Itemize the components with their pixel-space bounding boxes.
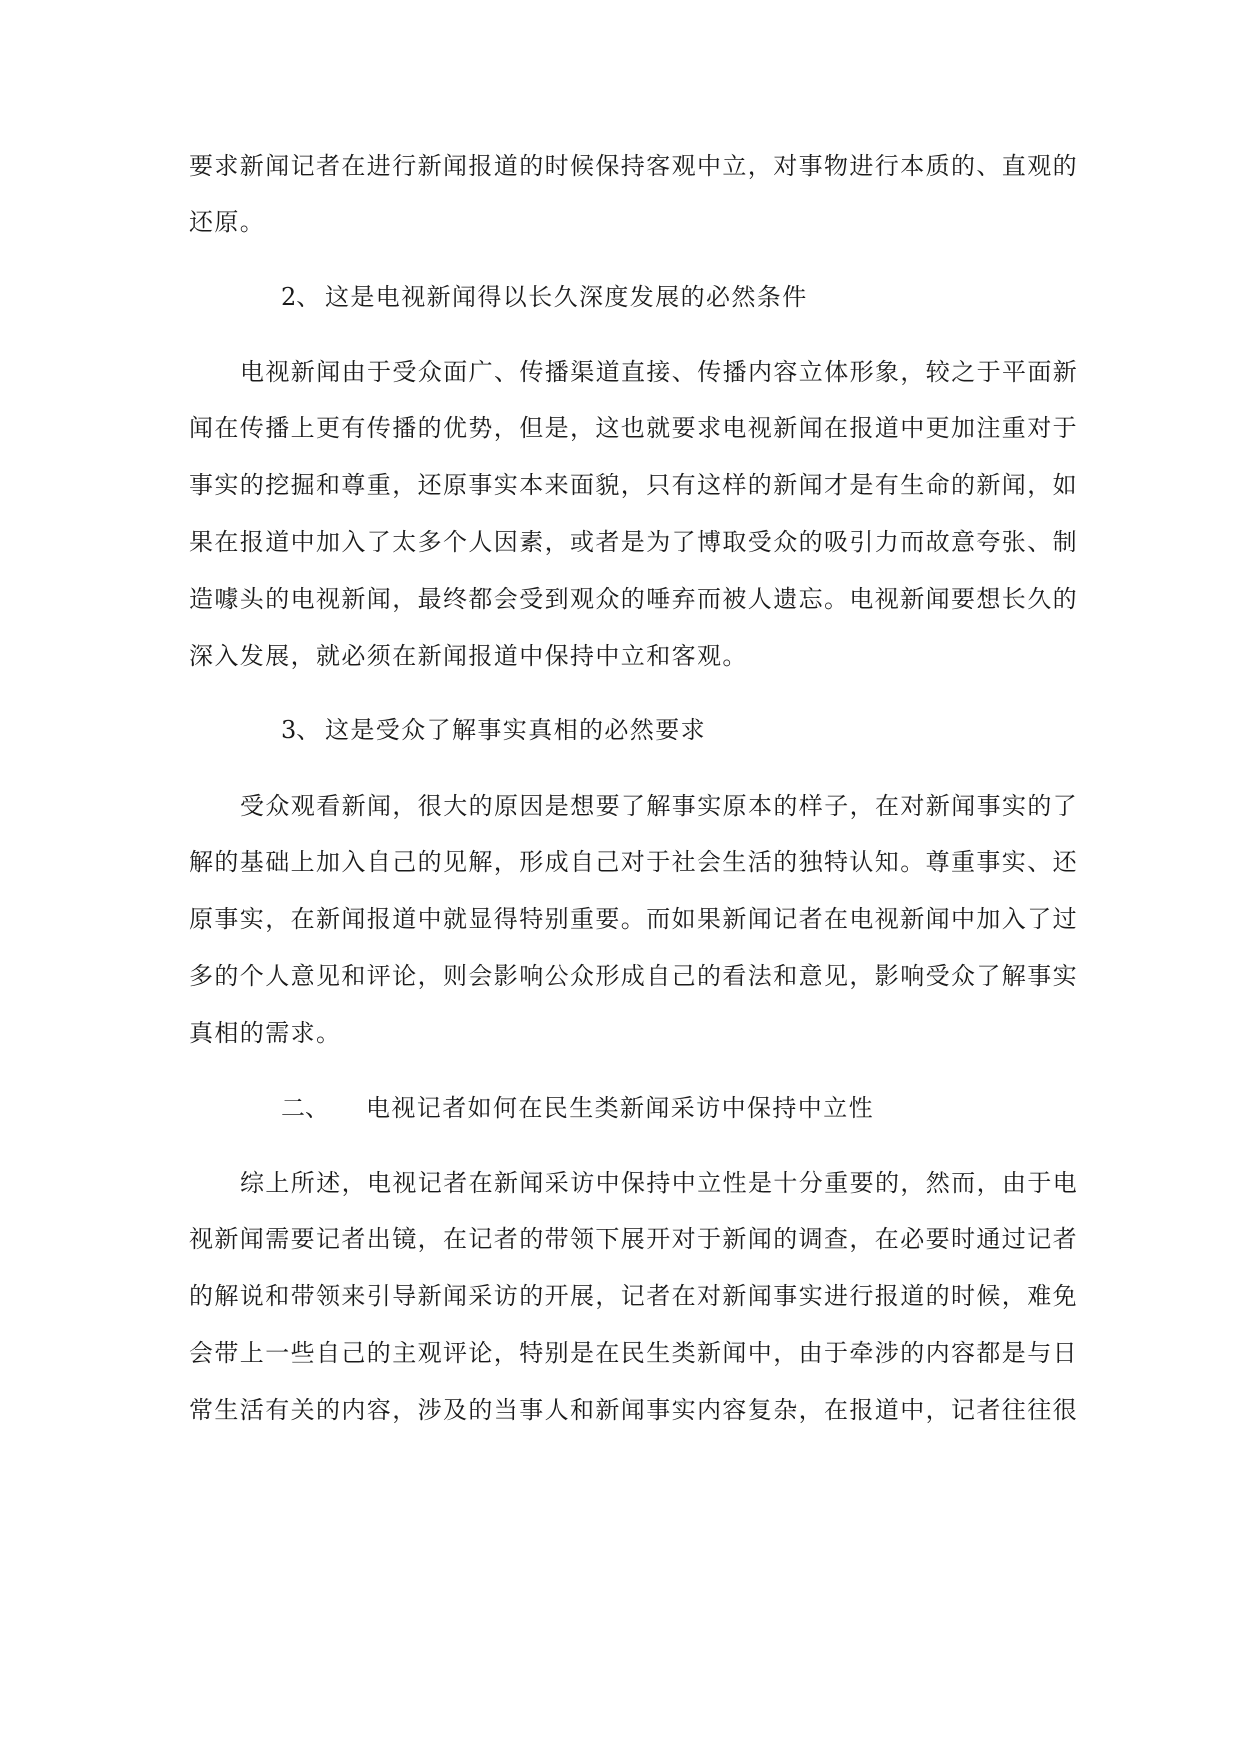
paragraph-line: 多的个人意见和评论，则会影响公众形成自己的看法和意见，影响受众了解事实 <box>189 962 1078 990</box>
paragraph-line: 解的基础上加入自己的见解，形成自己对于社会生活的独特认知。尊重事实、还 <box>189 848 1078 876</box>
paragraph-line: 原事实，在新闻报道中就显得特别重要。而如果新闻记者在电视新闻中加入了过 <box>189 905 1078 933</box>
section-heading: 这是电视新闻得以长久深度发展的必然条件 <box>325 283 808 311</box>
paragraph-line: 会带上一些自己的主观评论，特别是在民生类新闻中，由于牵涉的内容都是与日 <box>189 1339 1078 1367</box>
paragraph-line: 真相的需求。 <box>189 1019 342 1047</box>
section-heading: 电视记者如何在民生类新闻采访中保持中立性 <box>366 1094 874 1122</box>
paragraph-line: 受众观看新闻，很大的原因是想要了解事实原本的样子，在对新闻事实的了 <box>240 792 1079 820</box>
section-number: 二、 <box>281 1094 329 1122</box>
paragraph-line: 深入发展，就必须在新闻报道中保持中立和客观。 <box>189 642 748 670</box>
section-number: 2、 <box>281 283 321 311</box>
paragraph-line: 还原。 <box>189 208 266 236</box>
section-heading: 这是受众了解事实真相的必然要求 <box>325 716 706 744</box>
paragraph-line: 事实的挖掘和尊重，还原事实本来面貌，只有这样的新闻才是有生命的新闻，如 <box>189 471 1078 499</box>
paragraph-line: 视新闻需要记者出镜，在记者的带领下展开对于新闻的调查，在必要时通过记者 <box>189 1225 1078 1253</box>
paragraph-line: 造噱头的电视新闻，最终都会受到观众的唾弃而被人遗忘。电视新闻要想长久的 <box>189 585 1078 613</box>
paragraph-line: 的解说和带领来引导新闻采访的开展，记者在对新闻事实进行报道的时候，难免 <box>189 1282 1078 1310</box>
paragraph-line: 闻在传播上更有传播的优势，但是，这也就要求电视新闻在报道中更加注重对于 <box>189 414 1078 442</box>
paragraph-line: 果在报道中加入了太多个人因素，或者是为了博取受众的吸引力而故意夸张、制 <box>189 528 1078 556</box>
paragraph-line: 电视新闻由于受众面广、传播渠道直接、传播内容立体形象，较之于平面新 <box>240 358 1079 386</box>
section-number: 3、 <box>281 716 321 744</box>
paragraph-line: 综上所述，电视记者在新闻采访中保持中立性是十分重要的，然而，由于电 <box>240 1169 1079 1197</box>
paragraph-line: 要求新闻记者在进行新闻报道的时候保持客观中立，对事物进行本质的、直观的 <box>189 152 1078 180</box>
paragraph-line: 常生活有关的内容，涉及的当事人和新闻事实内容复杂，在报道中，记者往往很 <box>189 1396 1078 1424</box>
